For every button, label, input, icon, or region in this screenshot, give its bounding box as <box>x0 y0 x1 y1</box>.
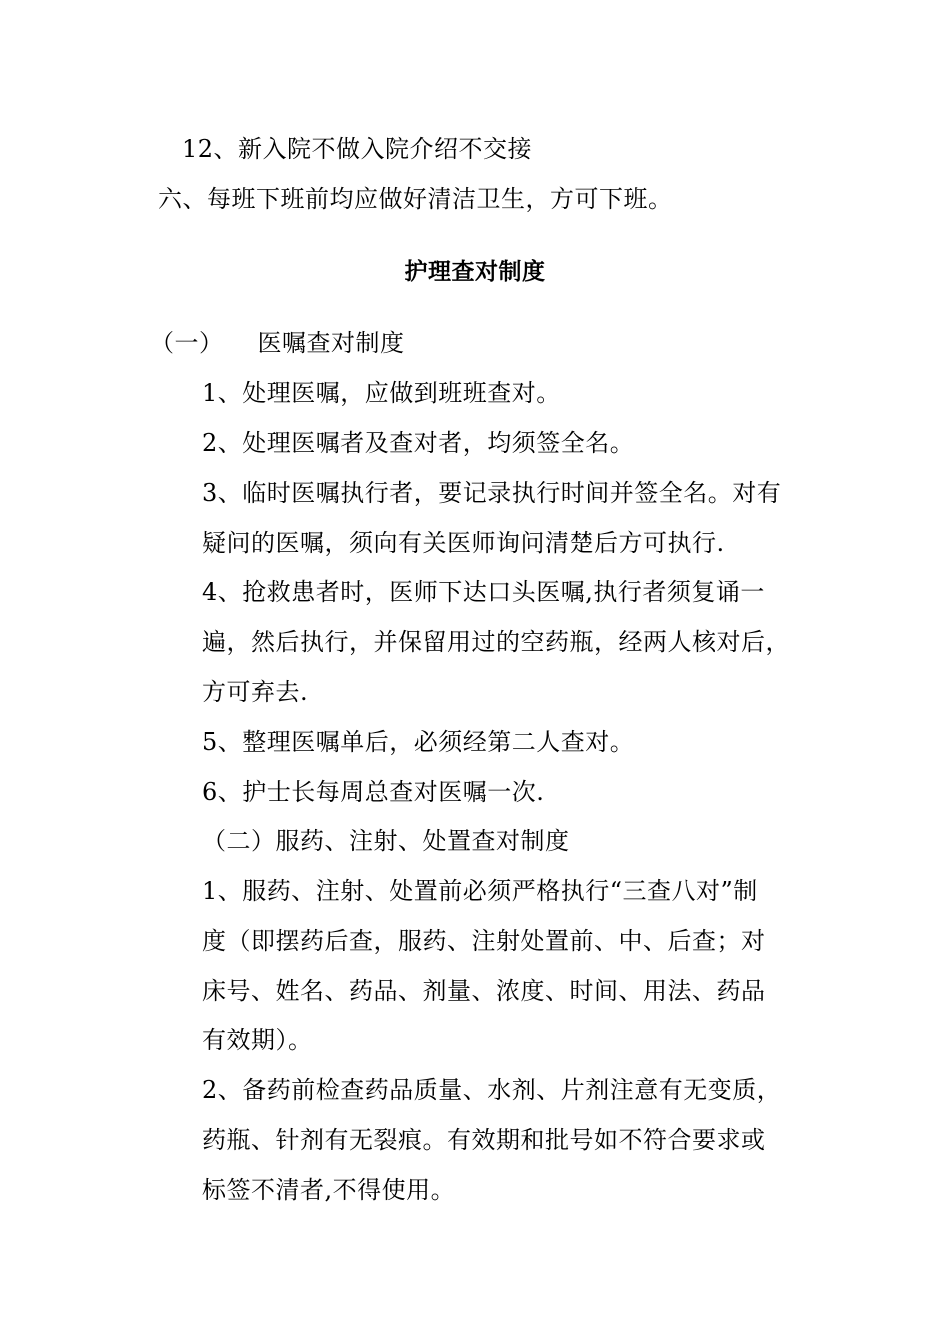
body-line: 3、临时医嘱执行者，要记录执行时间并签全名。对有 <box>202 479 782 507</box>
subsection-heading: （二）服药、注射、处置查对制度 <box>202 827 570 855</box>
body-line: 1、服药、注射、处置前必须严格执行“三查八对”制 <box>202 877 758 905</box>
body-line: 床号、姓名、药品、剂量、浓度、时间、用法、药品 <box>202 977 766 1005</box>
body-line: 药瓶、针剂有无裂痕。有效期和批号如不符合要求或 <box>202 1126 766 1154</box>
body-line: 6、护士长每周总查对医嘱一次. <box>202 778 545 806</box>
section-number: （一） <box>150 329 224 357</box>
body-line: 5、整理医嘱单后，必须经第二人查对。 <box>202 728 635 756</box>
body-line: 度（即摆药后查，服药、注射处置前、中、后查；对 <box>202 927 766 955</box>
body-line: 2、备药前检查药品质量、水剂、片剂注意有无变质， <box>202 1076 782 1104</box>
page-title: 护理查对制度 <box>404 259 546 285</box>
section-heading-1 <box>150 328 405 358</box>
body-line: 遍，然后执行，并保留用过的空药瓶，经两人核对后， <box>202 628 790 656</box>
body-line: 有效期）。 <box>202 1026 313 1054</box>
body-line: 疑问的医嘱，须向有关医师询问清楚后方可执行. <box>202 529 725 557</box>
item-12-line: 12、新入院不做入院介绍不交接 <box>182 135 533 163</box>
body-line: 1、处理医嘱，应做到班班查对。 <box>202 379 561 407</box>
body-line: 2、处理医嘱者及查对者，均须签全名。 <box>202 429 635 457</box>
body-line: 方可弃去. <box>202 678 309 706</box>
body-line: 4、抢救患者时，医师下达口头医嘱,执行者须复诵一 <box>202 578 765 606</box>
item-six-line: 六、每班下班前均应做好清洁卫生，方可下班。 <box>158 185 673 213</box>
section-title: 医嘱查对制度 <box>257 329 405 357</box>
body-line: 标签不清者,不得使用。 <box>202 1176 456 1204</box>
